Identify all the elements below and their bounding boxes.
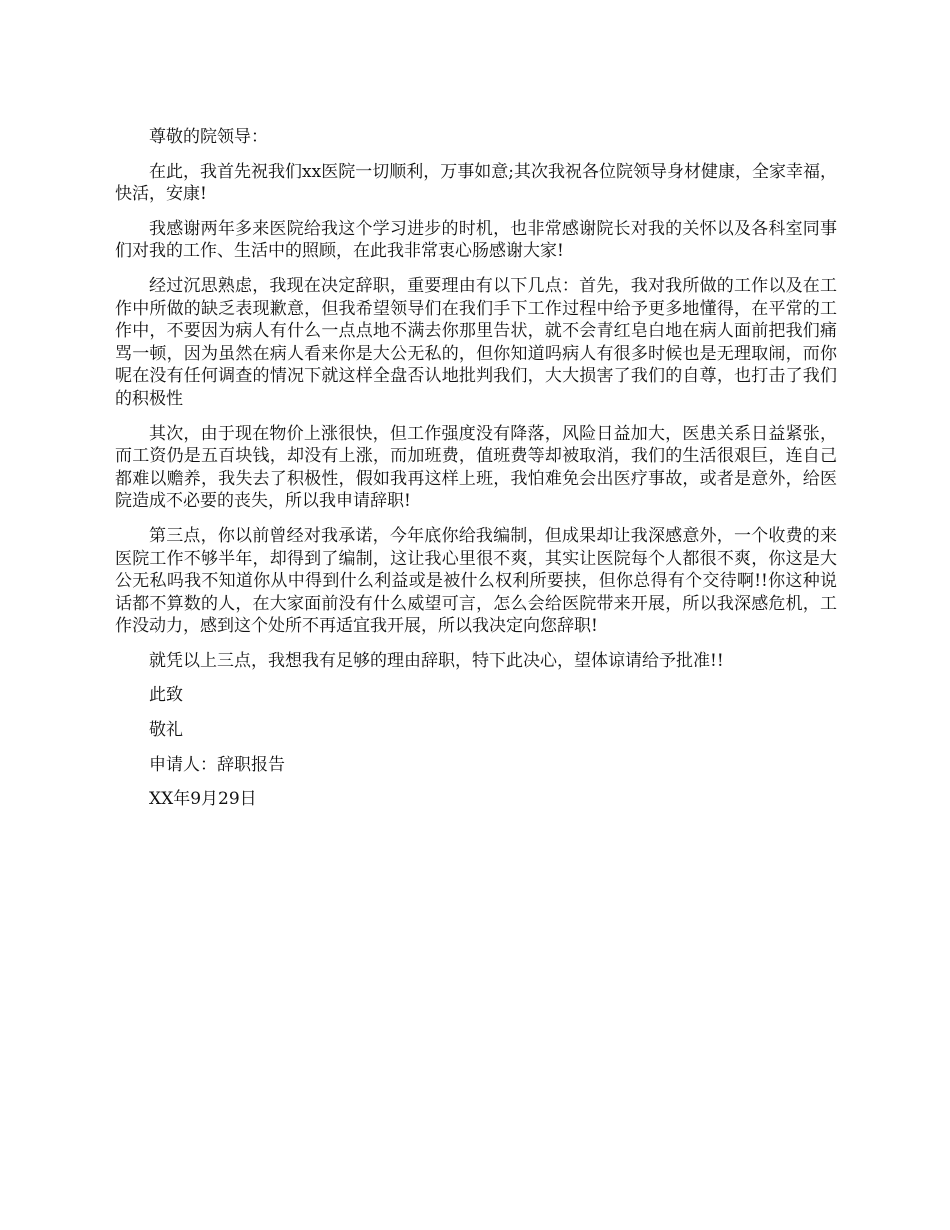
paragraph-reason-three: 第三点，你以前曾经对我承诺，今年底你给我编制，但成果却让我深感意外，一个收费的来医院工作不够半年，却得到了编制，这让我心里很不爽，其实让医院每个人都很不爽，你这是大公无私吗我不知道你从中得到什么利益或是被什么权利所要挟，但你总得有个交待啊!!你这种说话都不算数的人，在大家面前没有什么威望可言，怎么会给医院带来开展，所以我深感危机，工作没动力，感到这个处所不再适宜我开展，所以我决定向您辞职! xyxy=(115,525,837,637)
letter-body xyxy=(115,126,837,823)
closing-jing-li: 敬礼 xyxy=(149,720,183,741)
paragraph-reason-two: 其次，由于现在物价上涨很快，但工作强度没有降落，风险日益加大，医患关系日益紧张，而工资仍是五百块钱，却没有上涨，而加班费，值班费等却被取消，我们的生活很艰巨，连自己都难以赡养，我失去了积极性，假如我再这样上班，我怕难免会出医疗事故，或者是意外，给医院造成不必要的丧失，所以我申请辞职! xyxy=(115,423,837,512)
paragraph-thanks: 我感谢两年多来医院给我这个学习进步的时机，也非常感谢院长对我的关怀以及各科室同事们对我的工作、生活中的照顾，在此我非常衷心肠感谢大家! xyxy=(115,218,837,262)
paragraph-greeting: 在此，我首先祝我们xx医院一切顺利，万事如意;其次我祝各位院领导身材健康，全家幸福，快活，安康! xyxy=(115,161,837,205)
paragraph-reason-one: 经过沉思熟虑，我现在决定辞职，重要理由有以下几点：首先，我对我所做的工作以及在工作中所做的缺乏表现歉意，但我希望领导们在我们手下工作过程中给予更多地懂得，在平常的工作中，不要因为病人有什么一点点地不满去你那里告状，就不会青红皂白地在病人面前把我们痛骂一顿，因为虽然在病人看来你是大公无私的，但你知道吗病人有很多时候也是无理取闹，而你呢在没有任何调查的情况下就这样全盘否认地批判我们，大大损害了我们的自尊，也打击了我们的积极性 xyxy=(115,275,837,409)
applicant-line: 申请人：辞职报告 xyxy=(149,754,285,775)
salutation: 尊敬的院领导： xyxy=(149,127,268,147)
closing-ci-zhi: 此致 xyxy=(149,685,183,706)
date-line: XX年9月29日 xyxy=(149,789,257,810)
paragraph-conclusion: 就凭以上三点，我想我有足够的理由辞职，特下此决心，望体谅请给予批准!! xyxy=(149,650,724,671)
